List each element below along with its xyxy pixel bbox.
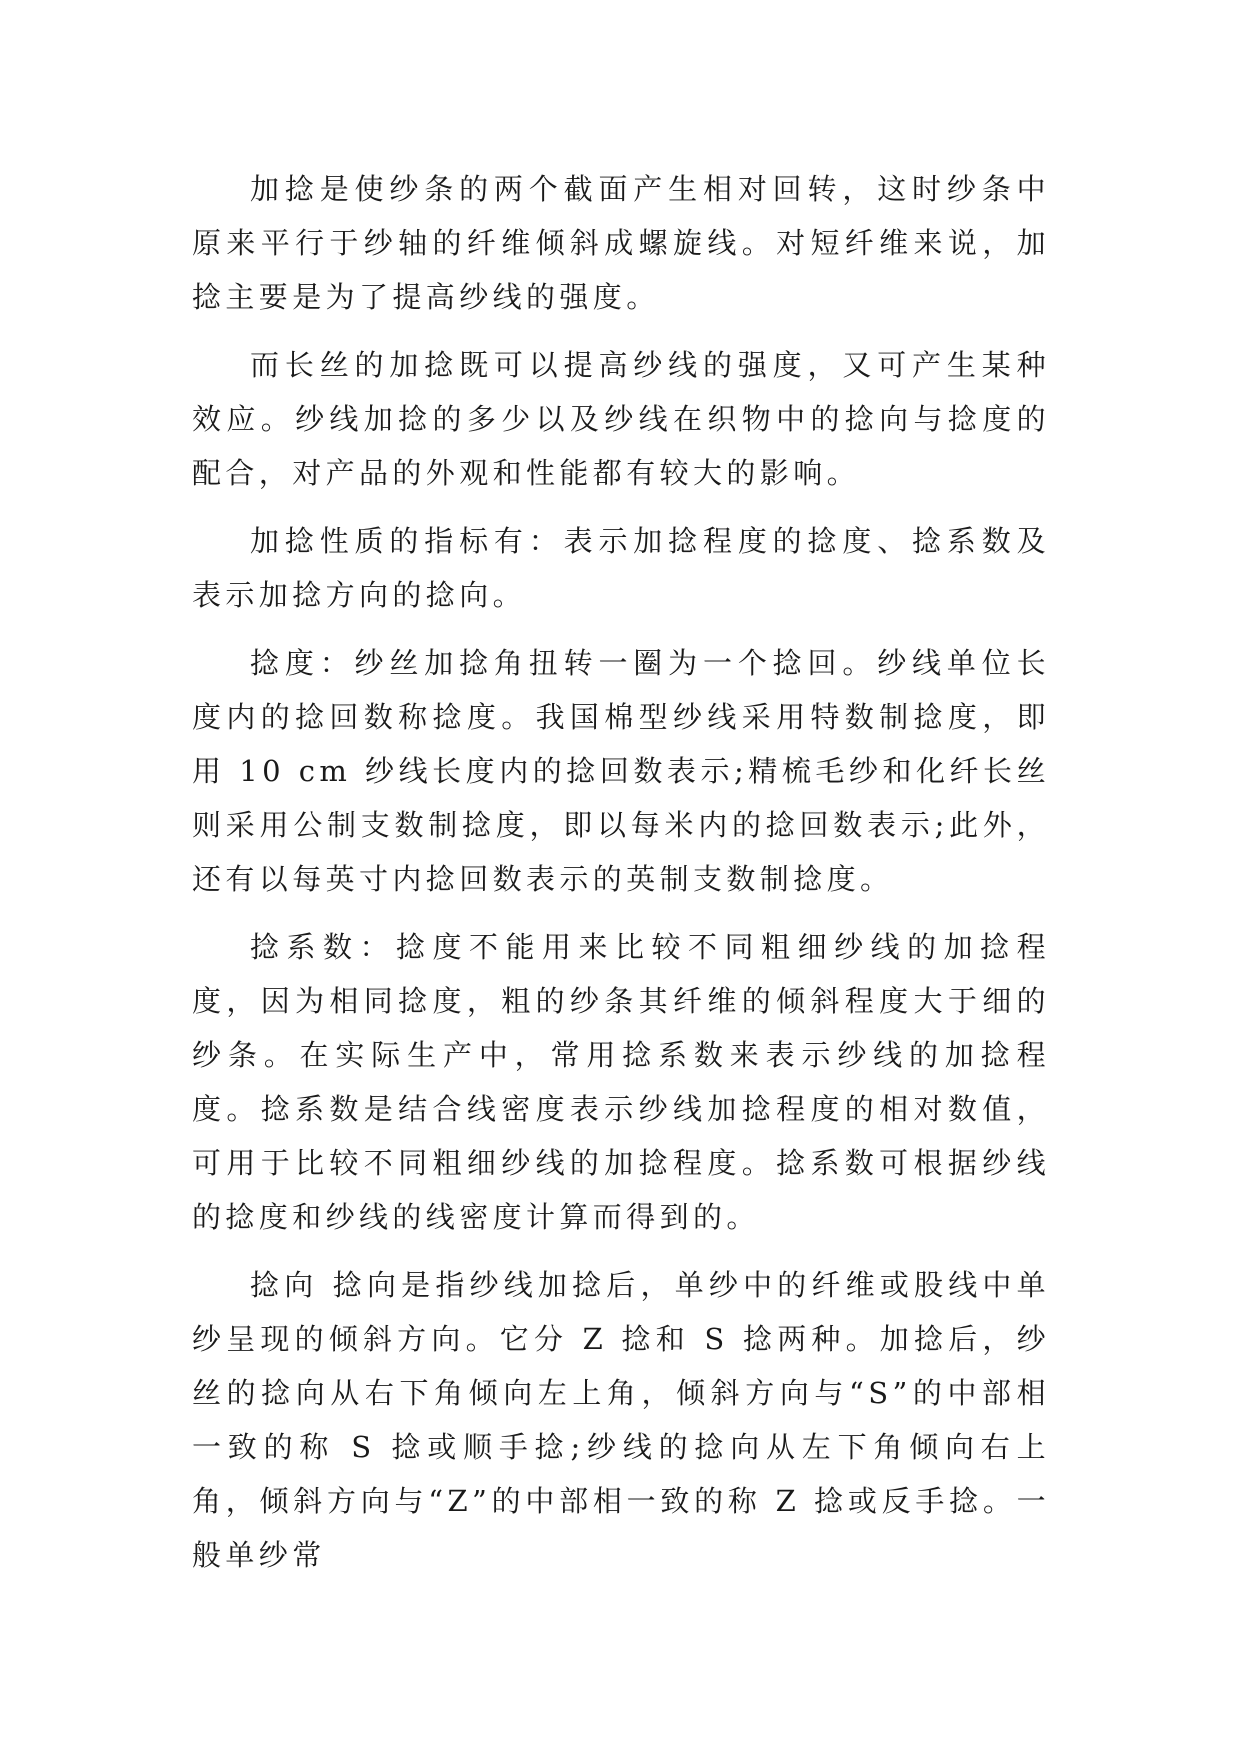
paragraph-twisting-definition: 加捻是使纱条的两个截面产生相对回转，这时纱条中原来平行于纱轴的纤维倾斜成螺旋线。对短纤维来说，加捻主要是为了提高纱线的强度。 <box>192 172 1050 314</box>
document-body <box>192 162 1050 1582</box>
paragraph-twist-degree: 捻度：纱丝加捻角扭转一圈为一个捻回。纱线单位长度内的捻回数称捻度。我国棉型纱线采用特数制捻度，即用 10 cm 纱线长度内的捻回数表示;精梳毛纱和化纤长丝则采用公制支数制捻度，即以每米内的捻回数表示;此外，还有以每英寸内捻回数表示的英制支数制捻度。 <box>192 646 1050 896</box>
paragraph-twist-direction: 捻向 捻向是指纱线加捻后，单纱中的纤维或股线中单纱呈现的倾斜方向。它分 Z 捻和 S 捻两种。加捻后，纱丝的捻向从右下角倾向左上角，倾斜方向与“S”的中部相一致的称 S 捻或顺手捻;纱线的捻向从左下角倾向右上角，倾斜方向与“Z”的中部相一致的称 Z 捻或反手捻。一般单纱常 <box>192 1268 1050 1572</box>
paragraph-twist-coefficient: 捻系数：捻度不能用来比较不同粗细纱线的加捻程度，因为相同捻度，粗的纱条其纤维的倾斜程度大于细的纱条。在实际生产中，常用捻系数来表示纱线的加捻程度。捻系数是结合线密度表示纱线加捻程度的相对数值，可用于比较不同粗细纱线的加捻程度。捻系数可根据纱线的捻度和纱线的线密度计算而得到的。 <box>192 930 1050 1234</box>
paragraph-filament-twist: 而长丝的加捻既可以提高纱线的强度，又可产生某种效应。纱线加捻的多少以及纱线在织物中的捻向与捻度的配合，对产品的外观和性能都有较大的影响。 <box>192 348 1050 490</box>
paragraph-twist-indicators: 加捻性质的指标有：表示加捻程度的捻度、捻系数及表示加捻方向的捻向。 <box>192 524 1050 612</box>
